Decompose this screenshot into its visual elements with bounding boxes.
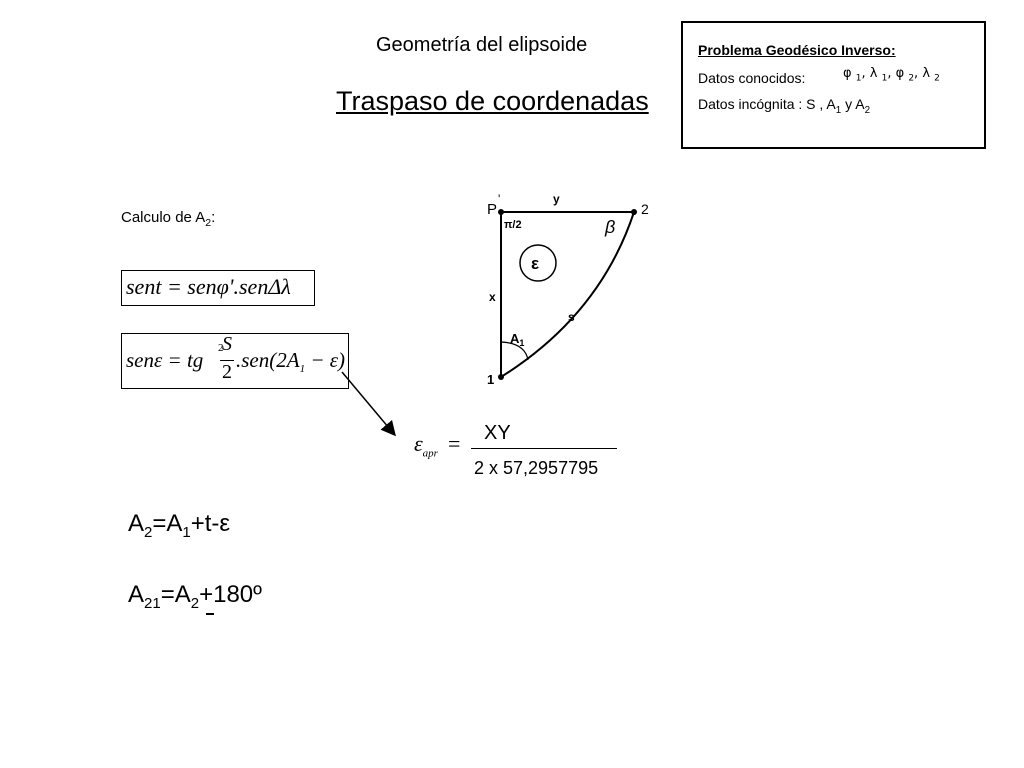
label-p: P — [487, 201, 498, 218]
label-x: x — [489, 290, 496, 304]
label-a1: $A_1$ — [510, 331, 525, 348]
equation-a21: $A_{21}=A_2+180º$ — [128, 581, 262, 612]
formula2-lhs: senε = tg — [126, 348, 204, 372]
spherical-triangle-diagram — [480, 185, 660, 390]
epsilon-equals: = — [448, 431, 461, 456]
known-data-variables: φ $_1$, λ $_1$, φ $_2$, λ $_2$ — [843, 66, 940, 84]
label-s: s — [568, 310, 575, 324]
label-1: 1 — [487, 372, 495, 387]
equation-a2: $A_2=A_1+t-\varepsilon$ — [128, 510, 231, 541]
formula2-rhs: $.sen(2A_1 - \varepsilon)$ — [236, 348, 346, 376]
formula2-sup: 2 — [218, 342, 224, 354]
plus-minus-underline — [206, 613, 214, 615]
epsilon-fraction-bar — [471, 448, 617, 449]
lambda-symbol: λ — [869, 66, 878, 81]
known-data-label: Datos conocidos: — [698, 70, 806, 86]
label-2: 2 — [641, 201, 649, 217]
formula2-frac-den: 2 — [222, 361, 232, 383]
phi-symbol: φ — [843, 66, 852, 81]
unknown-data-line: Datos incógnita : S , $A_1$ y $A_2$ — [698, 96, 871, 116]
subtitle: Geometría del elipsoide — [376, 34, 588, 56]
vertex-p — [498, 209, 504, 215]
label-pi-2: π/2 — [504, 219, 522, 231]
arrow-icon — [340, 370, 410, 440]
label-p-prime: ' — [498, 192, 501, 206]
info-heading: Problema Geodésico Inverso: — [698, 42, 896, 58]
label-beta: β — [605, 217, 616, 237]
vertex-2 — [631, 209, 637, 215]
vertex-1 — [498, 374, 504, 380]
epsilon-numerator: XY — [484, 422, 511, 444]
calc-label: Calculo de $A_2$: — [121, 209, 216, 229]
formula2-frac-num: S — [222, 333, 232, 355]
page-title: Traspaso de coordenadas — [336, 86, 649, 116]
label-epsilon: ε — [531, 254, 540, 273]
epsilon-apr-symbol: $\varepsilon_{apr}$ — [414, 431, 438, 460]
epsilon-denominator: 2 x 57,2957795 — [474, 458, 599, 478]
formula-sen-epsilon — [121, 333, 349, 389]
label-y: y — [553, 192, 560, 206]
formula-sent: sent = senφ'.senΔλ — [121, 270, 315, 306]
